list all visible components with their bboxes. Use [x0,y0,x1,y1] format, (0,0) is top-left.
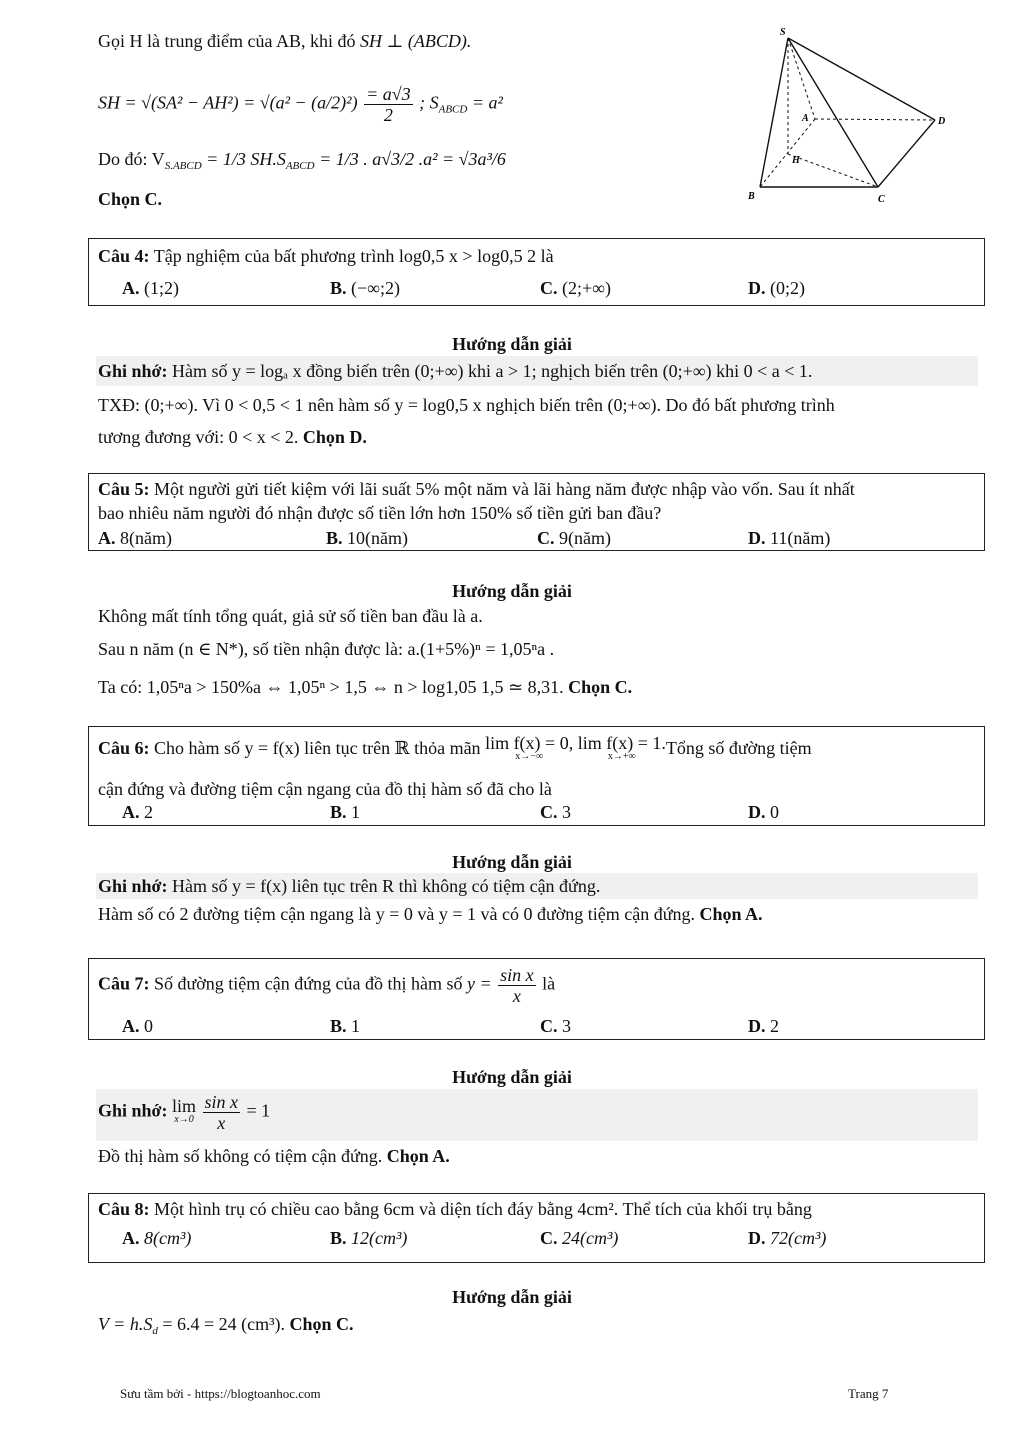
q8-option-c: C. 24(cm³) [540,1228,619,1248]
sol4-line3: tương đương với: 0 < x < 2. Chọn D. [98,427,367,447]
question-5-text2: bao nhiêu năm người đó nhận được số tiền lớn hơn 150% số tiền gửi ban đầu? [98,503,662,523]
question-5-text1: Câu 5: Một người gửi tiết kiệm với lãi suất 5% một năm và lãi hàng năm được nhập vào vốn. Sau ít nhất [98,479,855,499]
sol5-heading: Hướng dẫn giải [452,581,572,601]
sol4-heading: Hướng dẫn giải [452,334,572,354]
sol5-line3: Ta có: 1,05ⁿa > 150%a ⇔ 1,05ⁿ > 1,5 ⇔ n > log1,05 1,5 ≃ 8,31. Chọn C. [98,677,633,697]
q8-option-b: B. 12(cm³) [330,1228,408,1248]
q4-option-b: B. (−∞;2) [330,278,400,298]
sol6-line2: Hàm số có 2 đường tiệm cận ngang là y = 0 và y = 1 và có 0 đường tiệm cận đứng. Chọn A. [98,904,763,924]
label-a: A [802,113,809,124]
sol4-line2: TXĐ: (0;+∞). Vì 0 < 0,5 < 1 nên hàm số y = log0,5 x nghịch biến trên (0;+∞). Do đó bất phương trình [98,395,835,415]
q5-option-d: D. 11(năm) [748,528,831,548]
edge-hc [788,154,878,187]
q8-option-a: A. 8(cm³) [122,1228,192,1248]
sol6-heading: Hướng dẫn giải [452,852,572,872]
footer-source: Sưu tầm bởi - https://blogtoanhoc.com [120,1386,321,1401]
question-6-text2: cận đứng và đường tiệm cận ngang của đồ thị hàm số đã cho là [98,779,552,799]
q7-option-d: D. 2 [748,1016,779,1036]
q6-option-a: A. 2 [122,802,153,822]
sol8-line1: $V = h.S_d = 6.4 = 24$ (cm³). Chọn C. [98,1314,354,1337]
sol3-choice: Chọn C. [98,189,163,209]
sol7-note: Ghi nhớ: lim x→0 $\frac{\text{sin x}}{x}$ = 1 [98,1092,271,1133]
q6-option-c: C. 3 [540,802,571,822]
sol3-volume: Do đó: $V_{S.ABCD} = 1/3$ $SH.S_{ABCD} = 1/3$ . a√3/2 .a² = √3a³/6 [98,149,506,172]
q8-option-d: D. 72(cm³) [748,1228,827,1248]
q4-option-c: C. (2;+∞) [540,278,611,298]
label-s: S [780,27,786,38]
edge-ad [815,119,935,120]
label-c: C [878,194,885,205]
q5-option-c: C. 9(năm) [537,528,611,548]
q6-option-b: B. 1 [330,802,361,822]
label-d: D [938,116,946,127]
pyramid-figure [740,22,970,207]
sol5-line1: Không mất tính tổng quát, giả sử số tiền ban đầu là a. [98,606,483,626]
q7-option-b: B. 1 [330,1016,361,1036]
question-4-text: Câu 4: Tập nghiệm của bất phương trình log0,5 x > log0,5 2 là [98,246,554,266]
sol4-note: Ghi nhớ: Hàm số y = logₐ x đồng biến trên (0;+∞) khi a > 1; nghịch biến trên (0;+∞) khi 0 < a < 1. [98,361,813,381]
question-7-text: Câu 7: Số đường tiệm cận đứng của đồ thị hàm số y = $\frac{\text{sin x}}{x}$ là [98,965,556,1006]
q6-option-d: D. 0 [748,802,779,822]
footer-page-number: Trang 7 [848,1386,889,1401]
edge-sd [788,38,935,120]
q5-option-a: A. 8(năm) [98,528,172,548]
sol3-sh-formula: SH = √(SA² − AH²) = √(a² − (a/2)²) $\frac{= a√3}{2}$ ; $S_{ABCD} = a^2$ [98,84,503,125]
q7-option-a: A. 0 [122,1016,153,1036]
sol8-heading: Hướng dẫn giải [452,1287,572,1307]
label-h: H [792,155,800,166]
sol3-line1: Gọi H là trung điểm của AB, khi đó SH ⊥ (ABCD). [98,31,472,51]
edge-cd [878,120,935,187]
q4-option-a: A. (1;2) [122,278,179,298]
sol7-line2: Đồ thị hàm số không có tiệm cận đứng. Chọn A. [98,1146,450,1166]
q4-option-d: D. (0;2) [748,278,805,298]
sol6-note: Ghi nhớ: Hàm số y = f(x) liên tục trên R thì không có tiệm cận đứng. [98,876,601,896]
edge-sb [760,38,788,187]
label-b: B [748,191,755,202]
question-8-text: Câu 8: Một hình trụ có chiều cao bằng 6cm và diện tích đáy bằng 4cm². Thể tích của khối trụ bằng [98,1199,812,1219]
q7-option-c: C. 3 [540,1016,571,1036]
sol5-line2: Sau n năm (n ∈ N*), số tiền nhận được là: a.(1+5%)ⁿ = 1,05ⁿa . [98,639,555,659]
q5-option-b: B. 10(năm) [326,528,408,548]
question-6-text1: Câu 6: Cho hàm số y = f(x) liên tục trên ℝ thỏa mãn lim f(x) = 0, x→−∞ lim f(x) = 1. x→+∞ Tổng số đường tiệm [98,733,812,762]
sol7-heading: Hướng dẫn giải [452,1067,572,1087]
